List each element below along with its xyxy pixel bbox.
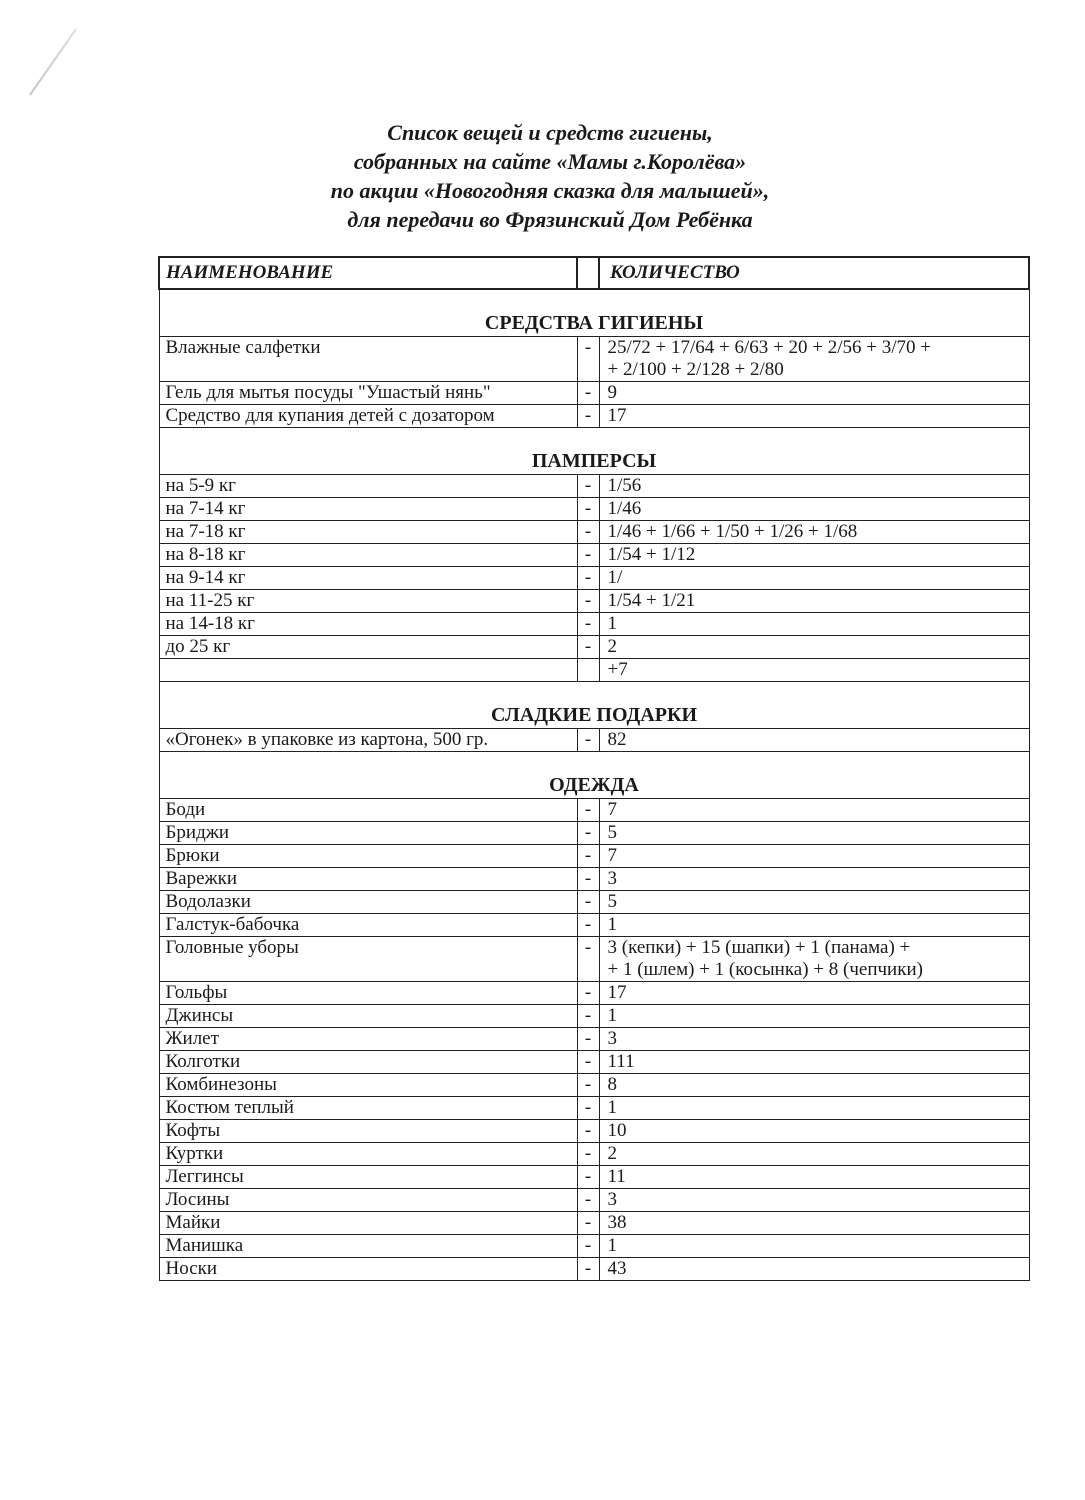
item-name: Комбинезоны (159, 1074, 577, 1097)
item-quantity (599, 659, 1029, 682)
item-quantity (599, 405, 1029, 428)
item-quantity (599, 891, 1029, 914)
item-dash: - (577, 1051, 599, 1074)
quantity-line: 8 (607, 1074, 617, 1095)
quantity-line: 1/54 + 1/21 (607, 590, 696, 611)
quantity-line: 1/46 (607, 498, 642, 519)
item-name: до 25 кг (159, 636, 577, 659)
table-row (159, 521, 1029, 544)
table-row (159, 982, 1029, 1005)
table-row (159, 1028, 1029, 1051)
quantity-line: 1/46 + 1/66 + 1/50 + 1/26 + 1/68 (607, 521, 858, 542)
table-row (159, 1143, 1029, 1166)
item-quantity (599, 636, 1029, 659)
item-name: Костюм теплый (159, 1097, 577, 1120)
item-dash: - (577, 799, 599, 822)
item-name: Гель для мытья посуды "Ушастый нянь" (159, 382, 577, 405)
item-name: Брюки (159, 845, 577, 868)
item-dash: - (577, 405, 599, 428)
section-title: СРЕДСТВА ГИГИЕНЫ (159, 289, 1029, 337)
quantity-line: 3 (кепки) + 15 (шапки) + 1 (панама) + (607, 937, 911, 958)
table-row (159, 822, 1029, 845)
item-dash: - (577, 982, 599, 1005)
item-dash: - (577, 613, 599, 636)
item-dash: - (577, 1189, 599, 1212)
item-dash: - (577, 1212, 599, 1235)
title-line: собранных на сайте «Мамы г.Королёва» (353, 149, 747, 174)
section-row (159, 752, 1029, 799)
section-title: ПАМПЕРСЫ (159, 428, 1029, 475)
item-dash (577, 659, 599, 682)
item-dash: - (577, 868, 599, 891)
table-row (159, 937, 1029, 982)
table-row (159, 405, 1029, 428)
item-dash: - (577, 914, 599, 937)
item-quantity (599, 337, 1029, 382)
item-quantity (599, 567, 1029, 590)
quantity-line: 9 (607, 382, 617, 403)
table-row (159, 1212, 1029, 1235)
quantity-line: +7 (607, 659, 628, 680)
title-line: Список вещей и средств гигиены, (387, 120, 713, 145)
items-table-body (159, 257, 1029, 1281)
item-name: Леггинсы (159, 1166, 577, 1189)
quantity-line: 1/ (607, 567, 623, 588)
item-dash: - (577, 475, 599, 498)
section-row (159, 428, 1029, 475)
item-dash: - (577, 1005, 599, 1028)
item-quantity (599, 1005, 1029, 1028)
quantity-line: 43 (607, 1258, 627, 1279)
title-line: по акции «Новогодняя сказка для малышей», (330, 178, 770, 203)
item-dash: - (577, 1120, 599, 1143)
item-dash: - (577, 1143, 599, 1166)
item-name: на 7-14 кг (159, 498, 577, 521)
item-quantity (599, 544, 1029, 567)
item-dash: - (577, 729, 599, 752)
table-row (159, 1005, 1029, 1028)
quantity-line: 1 (607, 1097, 617, 1118)
item-quantity (599, 729, 1029, 752)
header-dash (577, 257, 599, 289)
table-row (159, 868, 1029, 891)
quantity-line: 10 (607, 1120, 627, 1141)
item-name: на 7-18 кг (159, 521, 577, 544)
quantity-line: 1/56 (607, 475, 642, 496)
item-dash: - (577, 1235, 599, 1258)
item-quantity (599, 937, 1029, 982)
item-name: Куртки (159, 1143, 577, 1166)
item-quantity (599, 799, 1029, 822)
section-title: СЛАДКИЕ ПОДАРКИ (159, 682, 1029, 729)
item-dash: - (577, 337, 599, 382)
item-name: Влажные салфетки (159, 337, 577, 382)
item-name (159, 659, 577, 682)
quantity-line: 1 (607, 1005, 617, 1026)
item-quantity (599, 382, 1029, 405)
table-row (159, 729, 1029, 752)
table-row (159, 337, 1029, 382)
item-name: на 9-14 кг (159, 567, 577, 590)
item-name: Бриджи (159, 822, 577, 845)
item-name: Боди (159, 799, 577, 822)
item-name: Галстук-бабочка (159, 914, 577, 937)
item-name: Варежки (159, 868, 577, 891)
item-name: Жилет (159, 1028, 577, 1051)
item-dash: - (577, 590, 599, 613)
item-dash: - (577, 498, 599, 521)
item-name: на 5-9 кг (159, 475, 577, 498)
item-quantity (599, 1143, 1029, 1166)
item-quantity (599, 1120, 1029, 1143)
quantity-line: 11 (607, 1166, 626, 1187)
item-quantity (599, 1074, 1029, 1097)
item-name: на 14-18 кг (159, 613, 577, 636)
table-row (159, 1097, 1029, 1120)
quantity-line: 5 (607, 891, 617, 912)
table-row (159, 914, 1029, 937)
quantity-line: 82 (607, 729, 627, 750)
item-name: Гольфы (159, 982, 577, 1005)
quantity-line: 1 (607, 1235, 617, 1256)
quantity-line: 111 (607, 1051, 635, 1072)
quantity-line: 3 (607, 1028, 617, 1049)
item-quantity (599, 1097, 1029, 1120)
item-name: Лосины (159, 1189, 577, 1212)
item-quantity (599, 868, 1029, 891)
item-dash: - (577, 1028, 599, 1051)
quantity-line: 38 (607, 1212, 627, 1233)
table-row (159, 1235, 1029, 1258)
quantity-line: 1/54 + 1/12 (607, 544, 696, 565)
table-row (159, 544, 1029, 567)
item-quantity (599, 1235, 1029, 1258)
item-name: Средство для купания детей с дозатором (159, 405, 577, 428)
item-dash: - (577, 382, 599, 405)
quantity-line: 17 (607, 405, 627, 426)
table-row (159, 1074, 1029, 1097)
table-row (159, 1120, 1029, 1143)
item-dash: - (577, 1166, 599, 1189)
item-dash: - (577, 891, 599, 914)
item-name: Колготки (159, 1051, 577, 1074)
table-row (159, 891, 1029, 914)
document-title (250, 118, 850, 234)
quantity-line: 2 (607, 636, 617, 657)
item-name: на 8-18 кг (159, 544, 577, 567)
item-name: Джинсы (159, 1005, 577, 1028)
item-dash: - (577, 1074, 599, 1097)
item-dash: - (577, 845, 599, 868)
quantity-line: 25/72 + 17/64 + 6/63 + 20 + 2/56 + 3/70 + (607, 337, 931, 358)
item-dash: - (577, 1097, 599, 1120)
item-quantity (599, 1028, 1029, 1051)
item-quantity (599, 1212, 1029, 1235)
item-quantity (599, 590, 1029, 613)
item-name: Кофты (159, 1120, 577, 1143)
item-name: Носки (159, 1258, 577, 1281)
table-row (159, 1051, 1029, 1074)
table-row (159, 636, 1029, 659)
item-quantity (599, 822, 1029, 845)
item-quantity (599, 845, 1029, 868)
section-row (159, 289, 1029, 337)
table-row (159, 498, 1029, 521)
item-dash: - (577, 1258, 599, 1281)
item-dash: - (577, 937, 599, 982)
item-name: «Огонек» в упаковке из картона, 500 гр. (159, 729, 577, 752)
quantity-line: 1 (607, 914, 617, 935)
quantity-line: 1 (607, 613, 617, 634)
table-row (159, 799, 1029, 822)
item-name: Головные уборы (159, 937, 577, 982)
item-name: Водолазки (159, 891, 577, 914)
item-dash: - (577, 544, 599, 567)
item-name: Майки (159, 1212, 577, 1235)
table-row (159, 475, 1029, 498)
section-title: ОДЕЖДА (159, 752, 1029, 799)
quantity-line: + 2/100 + 2/128 + 2/80 (607, 359, 784, 380)
header-name: НАИМЕНОВАНИЕ (159, 257, 577, 289)
item-dash: - (577, 636, 599, 659)
title-line: для передачи во Фрязинский Дом Ребёнка (347, 207, 753, 232)
table-header-row (159, 257, 1029, 289)
item-quantity (599, 613, 1029, 636)
item-quantity (599, 521, 1029, 544)
table-row (159, 590, 1029, 613)
quantity-line: 3 (607, 1189, 617, 1210)
table-row (159, 1166, 1029, 1189)
item-quantity (599, 1166, 1029, 1189)
item-dash: - (577, 521, 599, 544)
item-quantity (599, 982, 1029, 1005)
table-row (159, 845, 1029, 868)
item-quantity (599, 1189, 1029, 1212)
table-row (159, 382, 1029, 405)
quantity-line: + 1 (шлем) + 1 (косынка) + 8 (чепчики) (607, 959, 923, 980)
quantity-line: 3 (607, 868, 617, 889)
quantity-line: 7 (607, 845, 617, 866)
item-name: Манишка (159, 1235, 577, 1258)
item-quantity (599, 1051, 1029, 1074)
item-dash: - (577, 567, 599, 590)
item-quantity (599, 475, 1029, 498)
quantity-line: 17 (607, 982, 627, 1003)
scan-artifact (29, 29, 77, 96)
item-dash: - (577, 822, 599, 845)
table-row (159, 1189, 1029, 1212)
item-quantity (599, 498, 1029, 521)
table-row (159, 613, 1029, 636)
header-qty: КОЛИЧЕСТВО (599, 257, 1029, 289)
item-quantity (599, 1258, 1029, 1281)
table-row (159, 1258, 1029, 1281)
table-row (159, 567, 1029, 590)
item-quantity (599, 914, 1029, 937)
section-row (159, 682, 1029, 729)
item-name: на 11-25 кг (159, 590, 577, 613)
quantity-line: 7 (607, 799, 617, 820)
items-table (158, 256, 1030, 1281)
quantity-line: 5 (607, 822, 617, 843)
quantity-line: 2 (607, 1143, 617, 1164)
table-row (159, 659, 1029, 682)
